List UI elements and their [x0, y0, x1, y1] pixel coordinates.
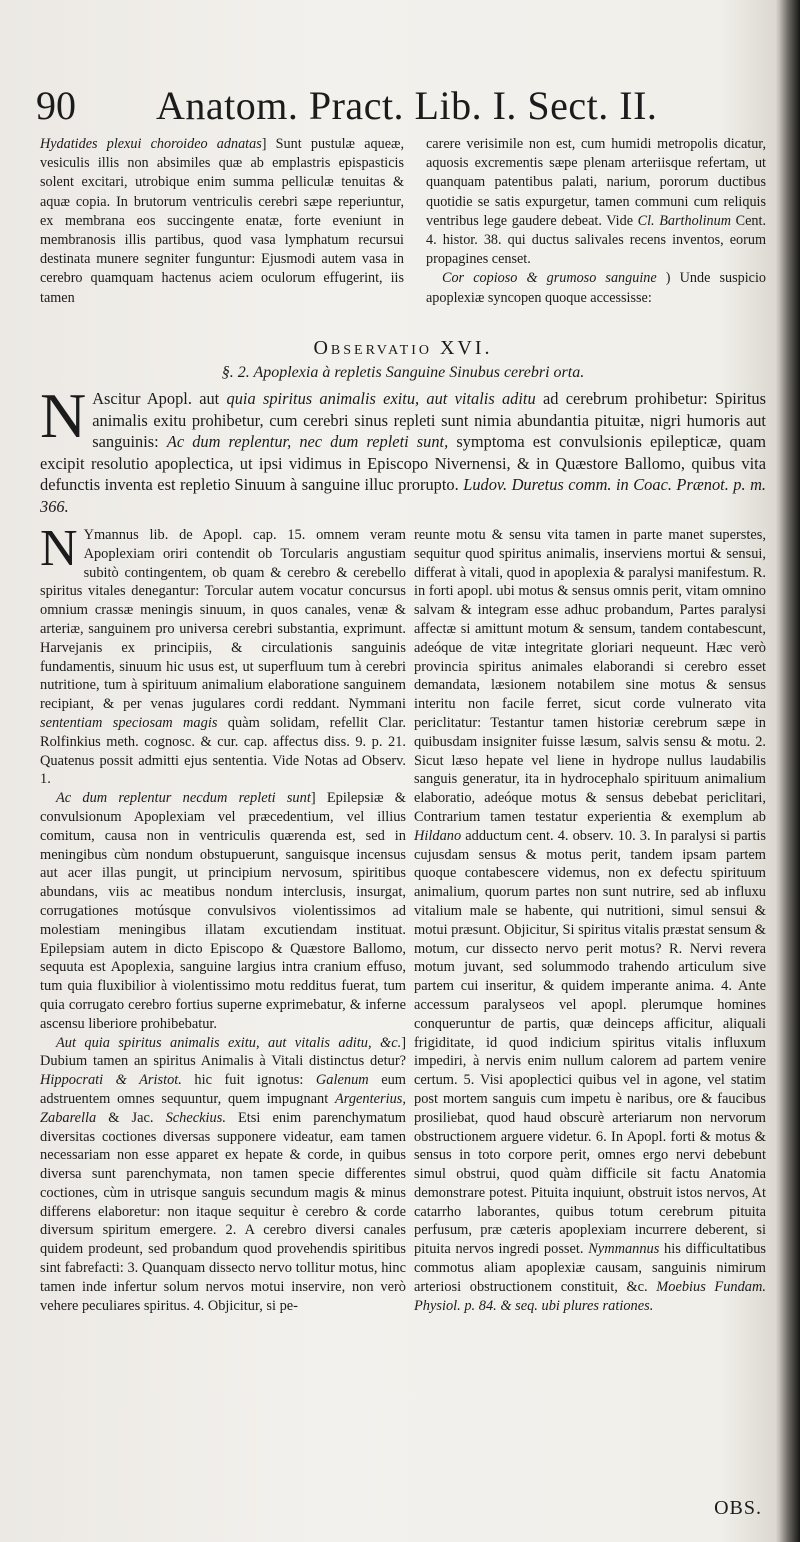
full-width-paragraph	[40, 380, 767, 518]
paragraph	[426, 269, 766, 307]
paragraph-text: symptoma est convulsionis epilepticæ, quam excipit resolutio apoplectica, ut ipsi vidimus in Episcopo Nivernensi, & in Quæstore Ballomo, quibus vita defunctis inventa est repletio Sinuum à sanguine illuc prorupto.	[40, 432, 766, 495]
running-header	[36, 84, 766, 134]
citation: Moebius Fundam. Physiol. p. 84. & seq. ubi plures rationes.	[414, 1278, 766, 1314]
drop-cap: N	[40, 520, 78, 577]
italic-text: Argenterius, Zabarella	[40, 1090, 406, 1126]
paragraph-text: adductum cent. 4. observ. 10. 3. In paralysi si partis cujusdam sensus & motus perit, tandem ipsam partem quoque contabescere videmus, non ex defectu spirituum animalium, quorum partes non sunt nutrire, sed ab influxu vitalium male se habente, qui nutritioni, simul sensui & motui præsunt. Objicitur, Si spiritus vitalis præstat sensum & motum, cur dissecto nervo perit motus? R. Nervi revera motum juvant, sed solummodo trahendo articulum sive partem cui inseritur, & quidem imperante anima. 4. Ante accessum paralyseos vel apopl. plerumque homines conqueruntur de partis, quæ deinceps afficitur, aliquali frigiditate, id quod indicium spiritus vitalis influxum impediri, à nervis enim nullum calorem ad partem venire certum. 5. Visi apoplectici quibus vel in agone, vel statim post mortem sanguis cum impetu è naribus, ore & faucibus prosiliebat, quod haud obscurè arteriarum non nervorum obstructionem arguere videtur. 6. In Apopl. forti & motus & sensus in toto corpore perit, omnes ergo nervi debebunt simul obstrui, quod quàm difficile sit factu Anatomia demonstrare potest. Pituita inquiunt, obstruit istos nervos, At catarrho laborantes, quibus totum cerebrum pituita perfusum, præ cæteris apoplexiam incurrere deberent, si pituita nervos ingredi posset.	[414, 827, 767, 1258]
paragraph-text: ad cerebrum prohibetur: Spiritus animalis exitu prohibetur, cum cerebri sinus repleti sunt nimia abundantia pituitæ, nigri humoris aut sanguinis:	[92, 389, 767, 452]
paragraph-text: reunte motu & sensu vita tamen in parte manet superstes, sequitur quod spiritus animalis, inserviens mortui & sensui, differat à vitali, quod in apoplexia & paralysi manifestum. R. in forti apopl. ubi motus & sensus omnis perit, vitam omnino salvam & integram esse adhuc probandum, Partes paralysi affectæ si amittunt motum & sensum, tandem contabescunt, adeóque de vitæ integritate gloriari nequeunt. Hæc verò provincia spiritus animales elaborandi si cerebro esset demandata, læsionem notabilem sine motus & sensus interitu non facile ferret, sicut corde vulnerato vita periclitatur: Testantur tamen historiæ cerebrum sæpe in quibusdam insigniter fuisse læsum, salvis sensu & motu. 2. Sicut læso hepate vel liene in hydrope nullus laudabilis sanguis generatur, ita in hydrocephalo spirituum animalium elaboratio, adeóque motus & sensus debebat periclitari, Contrarium tamen testatur experientia & exemplum ab	[414, 527, 766, 825]
italic-text: quia spiritus animalis exitu, aut vitalis aditu	[226, 389, 536, 408]
paragraph-text: ) Unde suspicio apoplexiæ syncopen quoque accessisse:	[426, 270, 767, 306]
lemma: Ac dum replentur necdum repleti sunt	[56, 790, 311, 807]
lemma: Cor copioso & grumoso sanguine	[442, 270, 657, 287]
paragraph-text: Cent. 4. histor. 38. qui ductus salivales recens inventos, eorum propagines censet.	[426, 212, 766, 268]
paragraph-text: hic fuit ignotus:	[194, 1072, 304, 1089]
paragraph-text: his difficultatibus commotus aliam apoplexiæ causam, sanguinis nimirum arteriosi obstructionem constituit, &c.	[414, 1241, 766, 1295]
italic-text: Hildano	[414, 827, 462, 844]
paragraph-text: Ymannus lib. de Apopl. cap. 15. omnem veram Apoplexiam oriri contendit ob Torcularis angustiam subitò contingentem, ob quam & cerebro & cerebello spiritus vitales denegantur: Torcular autem vocatur concursus omnium crassæ meningis sinuum, in quos canales, venæ & arteriæ, sanguinem pro universa cerebri substantia, exprimunt. Harvejanis ex principiis, & circulationis sanguinis fundamentis, sinuum hic usus est, ut superfluum tum à cerebri nutritione, tum à spirituum animalium elaboratione sanguinem recipiant, & per venas jugulares cordi reddant. Nymmani	[40, 527, 406, 713]
italic-text: Hippocrati & Aristot.	[40, 1072, 182, 1089]
bottom-left-column	[40, 520, 406, 1315]
page-number: 90	[36, 83, 76, 128]
paragraph-text: ] Epilepsiæ & convulsionum Apoplexiam vel præcedentium, vel illius comitum, causa non in ventriculis quærenda est, sed in meningibus cùm nondum obstupuerunt, sanguisque incensus aut acer illas pungit, ut principium nervosum, spiritibus abundans, viis ac meatibus nondum interclusis, insurgat, corrugationes motúsque convulsivos violentissimos ad molestiam meningibus illatam excutiendam instituat. Epilepsiam autem in dicto Episcopo & Quæstore Ballomo, sequuta est Apoplexia, sanguine largius intra cranium effuso, tum quia fluxibilior à violentissimo motu redditus fuerat, tum quia corrugato cerebro fortius superne exprimebatur, & inferne ascensu liberiore prohibebatur.	[40, 790, 406, 1032]
observation-subtitle: §. 2. Apoplexia à repletis Sanguine Sinubus cerebri orta.	[221, 364, 585, 381]
lemma: Hydatides plexui choroideo adnatas	[40, 136, 262, 152]
bottom-right-column	[414, 526, 766, 1315]
citation: Ludov. Duretus comm. in Coac. Prænot. p. m. 366.	[40, 475, 766, 516]
running-title: Anatom. Pract. Lib. I. Sect. II.	[156, 83, 658, 128]
paragraph-text: ] Dubium tamen an spiritus Animalis à Vitali distinctus detur?	[40, 1034, 406, 1070]
catchword: OBS.	[714, 1497, 762, 1519]
lemma: Aut quia spiritus animalis exitu, aut vitalis aditu, &c.	[56, 1034, 402, 1051]
paragraph	[40, 135, 404, 308]
reference: Cl. Bartholinum	[637, 212, 731, 229]
paragraph-text: Etsi enim parenchymatum diversitas coctiones diversas supponere videatur, eam tamen necessariam non esse apparet ex hepate & corde, in quibus diversa sunt parenchymata, non tamen specie differentes coctiones, cùm in utrisque sanguis secundum magis & minus differens elaboretur: non itaque sequitur è cerebro & corde diversum spiritum emergere. 2. A cerebro diversi canales quidem prodeunt, sed probandum quod provehendis spiritibus sint fabrefacti: 3. Quanquam dissecto nervo tollitur motus, hinc tamen inde infertur solum nervos motui inservire, non verò vehere peculiares spiritus. 4. Objicitur, si pe-	[40, 1109, 406, 1314]
italic-text: Scheckius.	[165, 1109, 226, 1126]
paragraph-text: carere verisimile non est, cum humidi metropolis dicatur, aquosis excrementis sæpe plenam arteriisque refertam, ut quanquam patentibus palati, narium, pororum ductibus quotidie se satis expurgetur, tamen communi cum reliquis ventribus lege gaudere debeat. Vide	[426, 136, 766, 229]
top-right-column	[426, 135, 766, 308]
paragraph-text: & Jac.	[108, 1109, 154, 1126]
paragraph-text: Ascitur Apopl. aut	[92, 389, 220, 408]
paragraph	[40, 789, 406, 1033]
paragraph	[40, 520, 406, 789]
italic-text: Ac dum replentur, nec dum repleti sunt,	[166, 432, 449, 452]
drop-cap: N	[40, 380, 87, 451]
paragraph-text: ] Sunt pustulæ aqueæ, vesiculis illis non absimiles quæ ab emplastris epispasticis solent excitari, utrobique enim summa pelliculæ tenuitas & aquæ copia. In brutorum ventriculis cerebri sæpe reperiuntur, ex membrana eos succingente enatæ, forte eveniunt in membranosis illis partibus, quod vasa lymphatum recursui destinata munere segniter funguntur: Ejusmodi autem vasa in cerebro quamquam hactenus aciem oculorum effugerint, iis tamen	[40, 136, 404, 306]
paragraph-text: eum adstruentem omnes sequuntur, quem impugnant	[40, 1072, 406, 1107]
paragraph-text: quàm solidam, refellit Clar. Rolfinkius meth. cognosc. & cur. cap. affectus diss. 9. p. 21. Quatenus possit admitti ejus sententia. Vide Notas ad Observ. 1.	[40, 714, 406, 788]
page-edge-shadow	[778, 0, 800, 1542]
paragraph	[426, 135, 766, 269]
paragraph	[40, 1034, 406, 1316]
italic-text: Nymmannus	[588, 1241, 660, 1258]
top-left-column	[40, 135, 404, 308]
paragraph	[40, 380, 767, 518]
italic-text: sententiam speciosam magis	[40, 714, 218, 731]
paragraph	[414, 526, 766, 1315]
observation-heading: Observatio XVI.	[313, 337, 493, 359]
italic-text: Galenum	[315, 1072, 369, 1089]
